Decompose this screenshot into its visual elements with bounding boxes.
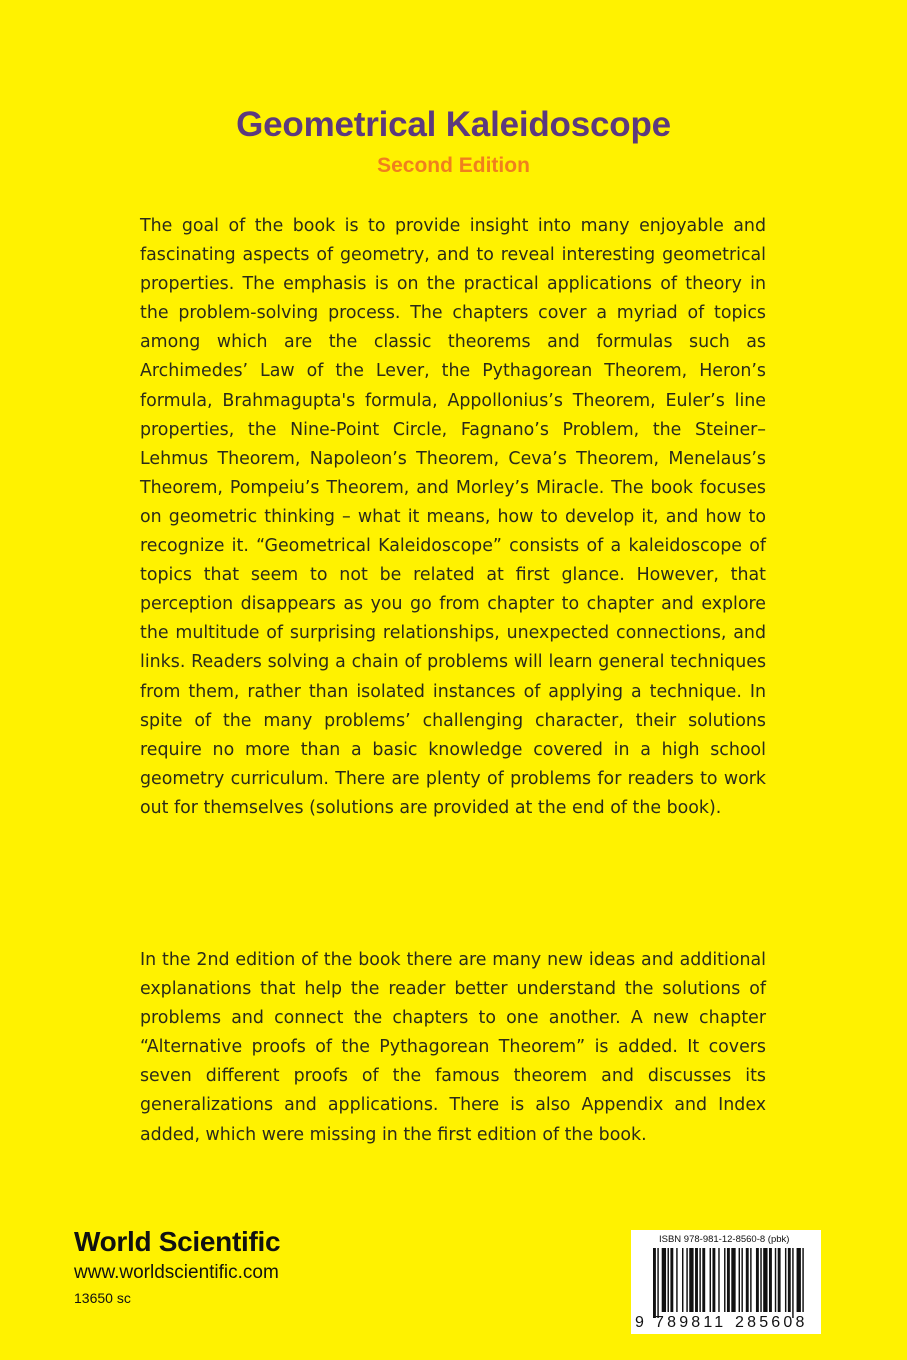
barcode-bar — [792, 1248, 793, 1318]
barcode-lead-digit: 9 — [635, 1314, 644, 1331]
barcode-bar — [710, 1248, 711, 1312]
barcode-left-group: 789811 — [655, 1314, 727, 1331]
publisher-name: World Scientific — [74, 1226, 281, 1257]
publisher-url: www.worldscientific.com — [74, 1262, 279, 1283]
book-title: Geometrical Kaleidoscope — [236, 105, 671, 144]
barcode-bar — [695, 1248, 698, 1312]
barcode-bar — [682, 1248, 683, 1312]
barcode-right-group: 285608 — [735, 1314, 808, 1331]
barcode-bar — [702, 1248, 705, 1312]
barcode-bar — [686, 1248, 687, 1312]
barcode-bar — [760, 1248, 761, 1312]
barcode-bar — [763, 1248, 767, 1312]
barcode-bar — [653, 1248, 656, 1318]
barcode-bar — [785, 1248, 786, 1312]
barcode-bar — [727, 1248, 730, 1312]
barcode-bar — [724, 1248, 725, 1312]
barcode-bar — [668, 1248, 669, 1312]
barcode-bar — [712, 1248, 715, 1312]
barcode-bar — [670, 1248, 673, 1312]
barcode-bar — [657, 1248, 658, 1318]
description-paragraph-1: The goal of the book is to provide insight into many enjoyable and fascinating aspects of geometry, and to reveal interesting geometrical properties. The emphasis is on the practical applications of theory in the problem-solving process. The chapters cover a myriad of topics among which are the classic theorems and formulas such as Archimedes’ Law of the Lever, the Pythagorean Theorem, Heron’s formula, Brahmagupta's formula, Appollonius’s Theorem, Euler’s line properties, the Nine-Point Circle, Fagnano’s Problem, the Steiner–Lehmus Theorem, Napoleon’s Theorem, Ceva’s Theorem, Menelaus’s Theorem, Pompeiu’s Theorem, and Morley’s Miracle. The book focuses on geometric thinking – what it means, how to develop it, and how to recognize it. “Geometrical Kaleidoscope” consists of a kaleidoscope of topics that seem to not be related at first glance. However, that perception disappears as you go from chapter to chapter and explore the multitude of surprising relationships, unexpected connections, and links. Readers solving a chain of problems will learn general techniques from them, rather than isolated instances of applying a technique. In spite of the many problems’ challenging character, their solutions require no more than a basic knowledge covered in a high school geometry curriculum. There are plenty of problems for readers to work out for themselves (solutions are provided at the end of the book). — [140, 216, 766, 818]
barcode-bar — [775, 1248, 776, 1312]
barcode-bar — [662, 1248, 666, 1312]
barcode-bar — [741, 1248, 742, 1312]
barcode-label — [631, 1230, 821, 1334]
description-paragraph-2: In the 2nd edition of the book there are many new ideas and additional explanations that help the reader better understand the solutions of problems and connect the chapters to one another. A new chapter “Alternative proofs of the Pythagorean Theorem” is added. It covers seven different proofs of the famous theorem and discusses its generalizations and applications. There is also Appendix and Index added, which were missing in the first edition of the book. — [140, 950, 766, 1145]
barcode-bar — [756, 1248, 759, 1312]
barcode-bar — [788, 1248, 791, 1312]
barcode-bar — [676, 1248, 677, 1312]
barcode-bar — [746, 1248, 749, 1312]
barcode-bar — [797, 1248, 801, 1312]
barcode-bar — [699, 1248, 700, 1312]
edition-subtitle: Second Edition — [377, 154, 530, 177]
barcode-bar — [778, 1248, 781, 1312]
isbn-number: ISBN 978-981-12-8560-8 (pbk) — [659, 1234, 790, 1245]
product-code: 13650 sc — [74, 1290, 131, 1306]
publisher-block — [74, 1225, 474, 1308]
barcode-bar — [689, 1248, 693, 1312]
barcode-bar — [718, 1248, 719, 1312]
barcode-bar — [739, 1248, 740, 1312]
barcode-bar — [802, 1248, 803, 1312]
barcode-bar — [731, 1248, 735, 1312]
barcode-bar — [769, 1248, 772, 1312]
barcode-bar — [750, 1248, 751, 1312]
